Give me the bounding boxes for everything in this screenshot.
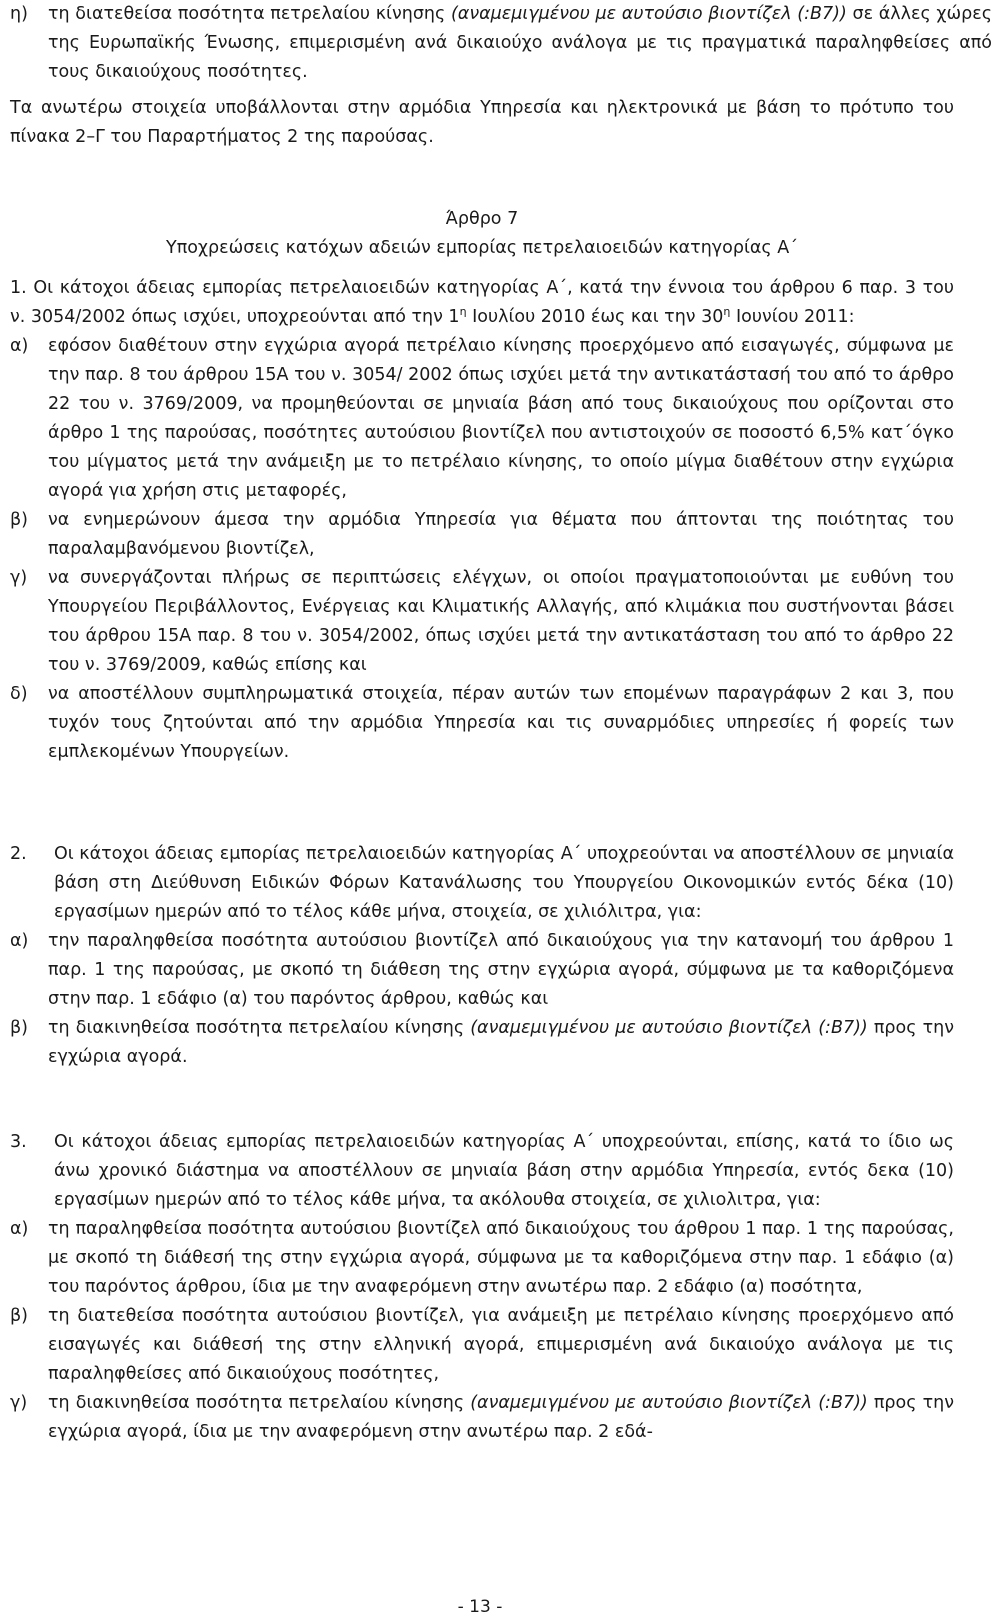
paragraph-number: 2. [10,844,27,864]
list-item-b [10,1302,954,1389]
item-text: να αποστέλλουν συμπληρωματικά στοιχεία, πέραν αυτών των επομένων παραγράφων 2 και 3, που τυχόν τους ζητούνται από την αρμόδια Υπηρεσία και τις συναρμόδιες υπηρεσίες ή φορείς των εμπλεκομένων Υπουργείων. [48,684,954,762]
paragraph-number: 1. [10,278,27,298]
item-label: α) [10,931,29,951]
item-label: α) [10,336,29,356]
paragraph-3-text [10,1128,954,1215]
item-text: τη διατεθείσα ποσότητα αυτούσιου βιοντίζελ, για ανάμειξη με πετρέλαιο κίνησης προερχόμενο από εισαγωγές και διάθεσή της στην ελληνική αγορά, επιμερισμένη ανά δικαιούχο ανάλογα με τις παραληφθείσες από δικαιούχους ποσότητες, [48,1306,954,1384]
list-item-b [10,1014,954,1072]
superscript: η [459,305,467,318]
item-text-italic: (αναμεμιγμένου με αυτούσιο βιοντίζελ (:Β7)) [450,4,847,24]
paragraph-1-text [10,274,954,332]
paragraph-3 [10,1128,954,1447]
paragraph-text: Ιουλίου 2010 έως και την 30 [466,307,724,327]
list-item-a [10,927,954,1014]
item-label: β) [10,1306,28,1326]
paragraph-text: Ιουνίου 2011: [730,307,855,327]
paragraph-1 [10,274,954,767]
article-title: Υποχρεώσεις κατόχων αδειών εμπορίας πετρελαιοειδών κατηγορίας Α΄ [166,238,798,258]
item-label: γ) [10,568,28,588]
item-label: γ) [10,1393,28,1413]
list-item-eta [10,0,992,87]
page-number: - 13 - [457,1597,503,1617]
item-label: η) [10,4,28,24]
item-text: προς την εγχώρια αγορά. [48,1018,954,1067]
list-item-d [10,680,954,767]
list-item-a [10,332,954,506]
item-text: προς την εγχώρια αγορά, ίδια με την αναφερόμενη στην ανωτέρω παρ. 2 εδά- [48,1393,954,1442]
item-text: τη διακινηθείσα ποσότητα πετρελαίου κίνησης [48,1018,471,1038]
paragraph-text: Οι κάτοχοι άδειας εμπορίας πετρελαιοειδών κατηγορίας Α΄ υποχρεούνται, επίσης, κατά το ίδιο ως άνω χρονικό διάστημα να αποστέλλουν σε μηνιαία βάση στην αρμόδια Υπηρεσία, εντός δεκα (10) εργασίμων ημερών από το τέλος κάθε μήνα, τα ακόλουθα στοιχεία, σε χιλιολιτρα, για: [54,1132,954,1210]
item-text-italic: (αναμεμιγμένου με αυτούσιο βιοντίζελ (:Β7)) [470,1393,868,1413]
paragraph-number: 3. [10,1132,27,1152]
article-number: Άρθρο 7 [445,209,519,229]
item-text: εφόσον διαθέτουν στην εγχώρια αγορά πετρέλαιο κίνησης προερχόμενο από εισαγωγές, σύμφωνα με την παρ. 8 του άρθρου 15Α του ν. 3054/ 2002 όπως ισχύει μετά την αντικατάστασή του από το άρθρο 22 του ν. 3769/2009, να προμηθεύονται σε μηνιαία βάση από τους δικαιούχους που ορίζονται στο άρθρο 1 της παρούσας, ποσότητες αυτούσιου βιοντίζελ που αντιστοιχούν σε ποσοστό 6,5% κατ΄όγκο του μίγματος μετά την ανάμειξη με το πετρέλαιο κίνησης, το οποίο μίγμα διαθέτουν στην εγχώρια αγορά για χρήση στις μεταφορές, [48,336,954,501]
paragraph-text: Οι κάτοχοι άδειας εμπορίας πετρελαιοειδών κατηγορίας Α΄, κατά την έννοια του άρθρου 6 παρ. 3 του ν. 3054/2002 όπως ισχύει, υποχρεούνται από την 1 [10,278,954,327]
item-label: β) [10,1018,28,1038]
superscript: η [723,305,731,318]
list-item-c [10,564,954,680]
item-text: την παραληφθείσα ποσότητα αυτούσιου βιοντίζελ από δικαιούχους για την κατανομή του άρθρου 1 παρ. 1 της παρούσας, με σκοπό τη διάθεση της στην εγχώρια αγορά, σύμφωνα με τα καθοριζόμενα στην παρ. 1 εδάφιο (α) του παρόντος άρθρου, καθώς και [48,931,954,1009]
item-text: σε άλλες χώρες της Ευρωπαϊκής Ένωσης, επιμερισμένη ανά δικαιούχο ανάλογα με τις πραγματικά παραληφθείσες από τους δικαιούχους ποσότητες. [48,4,992,82]
item-text-italic: (αναμεμιγμένου με αυτούσιο βιοντίζελ (:Β7)) [470,1018,868,1038]
item-text: τη διακινηθείσα ποσότητα πετρελαίου κίνησης [48,1393,471,1413]
paragraph-2 [10,840,954,1072]
item-text: τη παραληφθείσα ποσότητα αυτούσιου βιοντίζελ από δικαιούχους του άρθρου 1 παρ. 1 της παρούσας, με σκοπό τη διάθεσή της στην εγχώρια αγορά, σύμφωνα με τα καθοριζόμενα στην παρ. 1 εδάφιο (α) του παρόντος άρθρου, ίδια με την αναφερόμενη στην ανωτέρω παρ. 2 εδάφιο (α) ποσότητα, [48,1219,954,1297]
item-label: δ) [10,684,28,704]
item-text: να ενημερώνουν άμεσα την αρμόδια Υπηρεσία για θέματα που άπτονται της ποιότητας του παραλαμβανόμενου βιοντίζελ, [48,510,954,559]
list-item-a [10,1215,954,1302]
paragraph-2-text [10,840,954,927]
item-label: β) [10,510,28,530]
list-item-c [10,1389,954,1447]
item-text: τη διατεθείσα ποσότητα πετρελαίου κίνησης [48,4,451,24]
submit-paragraph: Τα ανωτέρω στοιχεία υποβάλλονται στην αρμόδια Υπηρεσία και ηλεκτρονικά με βάση το πρότυπο του πίνακα 2–Γ του Παραρτήματος 2 της παρούσας. [10,98,954,147]
list-item-b [10,506,954,564]
item-text: να συνεργάζονται πλήρως σε περιπτώσεις ελέγχων, οι οποίοι πραγματοποιούνται με ευθύνη του Υπουργείου Περιβάλλοντος, Ενέργειας και Κλιματικής Αλλαγής, από κλιμάκια που συστήνονται βάσει του άρθρου 15Α παρ. 8 του ν. 3054/2002, όπως ισχύει μετά την αντικατάσταση του από το άρθρο 22 του ν. 3769/2009, καθώς επίσης και [48,568,954,675]
item-label: α) [10,1219,29,1239]
paragraph-text: Οι κάτοχοι άδειας εμπορίας πετρελαιοειδών κατηγορίας Α΄ υποχρεούνται να αποστέλλουν σε μηνιαία βάση στη Διεύθυνση Ειδικών Φόρων Κατανάλωσης του Υπουργείου Οικονομικών εντός δέκα (10) εργασίμων ημερών από το τέλος κάθε μήνα, στοιχεία, σε χιλιόλιτρα, για: [54,844,954,922]
